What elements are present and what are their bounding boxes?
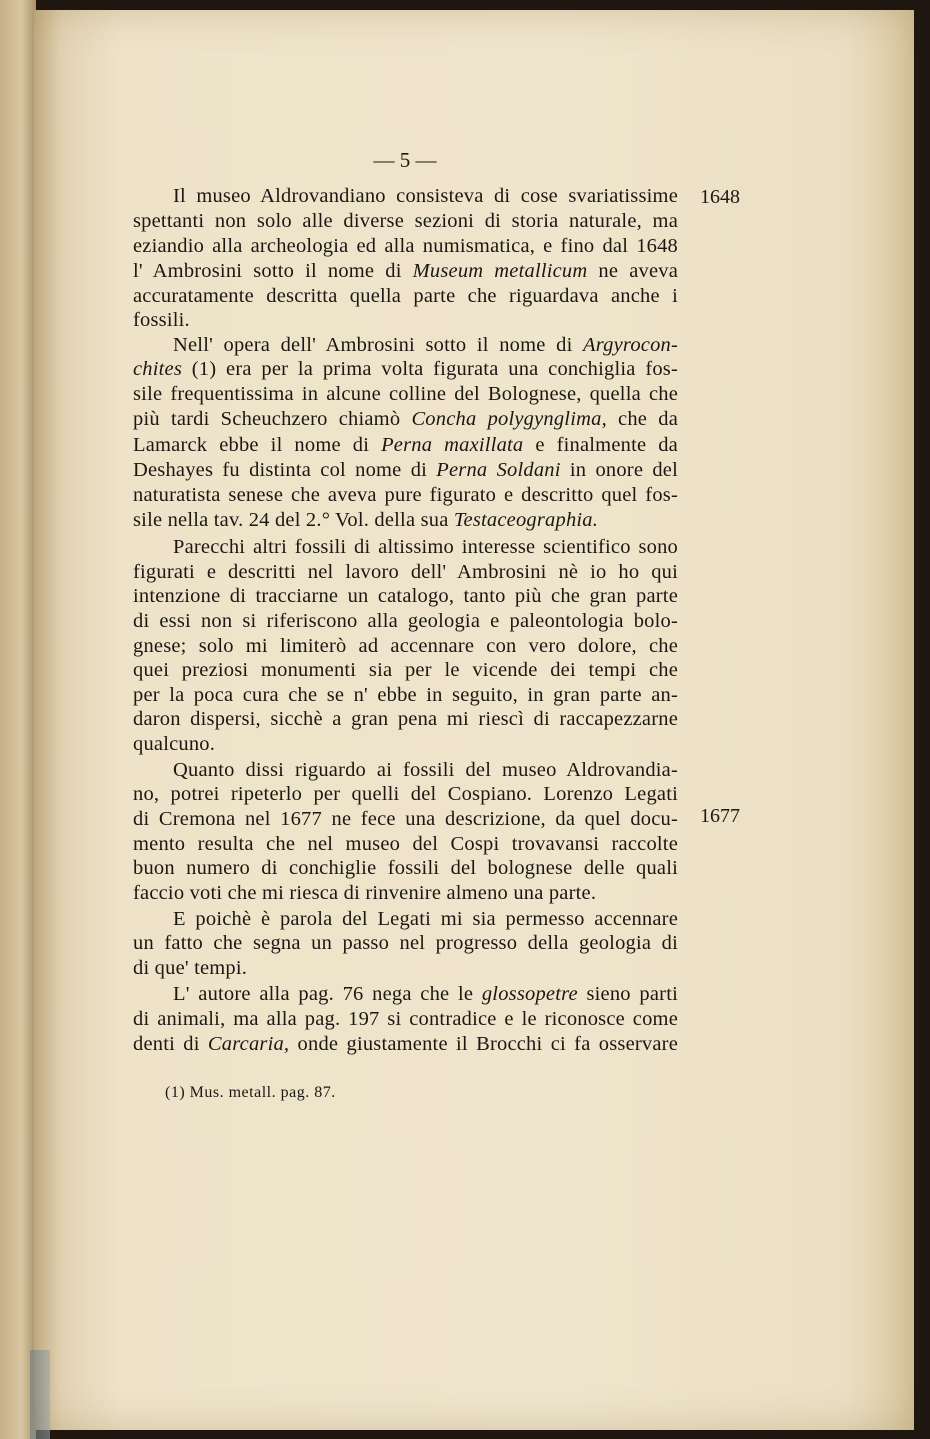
text-line bbox=[133, 1032, 678, 1056]
text-line bbox=[133, 584, 678, 608]
text-line bbox=[133, 259, 678, 283]
text-run: sile nella tav. 24 del 2.° Vol. della sua bbox=[133, 509, 454, 531]
text-run: Deshayes fu distinta col nome di bbox=[133, 459, 437, 481]
text-line bbox=[133, 284, 678, 308]
italic-term: Concha polygynglima bbox=[411, 408, 602, 430]
text-run: di animali, ma alla pag. 197 si contradice e le riconosce come bbox=[133, 1008, 678, 1030]
text-run: in onore del bbox=[560, 459, 678, 481]
text-run: figurati e descritti nel lavoro dell' Ambrosini nè io ho qui bbox=[133, 561, 678, 583]
text-run: ne aveva bbox=[587, 260, 678, 282]
text-run: gnese; solo mi limiterò ad accennare con vero dolore, che bbox=[133, 635, 678, 657]
text-run: , che da bbox=[601, 408, 678, 430]
text-run: sieno parti bbox=[577, 983, 678, 1005]
text-run: buon numero di conchiglie fossili del bolognese delle quali bbox=[133, 857, 678, 879]
text-line bbox=[133, 560, 678, 584]
text-run: no, potrei ripeterlo per quelli del Cospiano. Lorenzo Legati bbox=[133, 783, 678, 805]
text-run: naturatista senese che aveva pure figurato e descritto quel fos- bbox=[133, 484, 678, 506]
text-run: denti di bbox=[133, 1033, 208, 1055]
italic-term: Perna Soldani bbox=[436, 459, 561, 481]
text-line bbox=[133, 433, 678, 457]
text-run: daron dispersi, sicchè a gran pena mi riescì di raccapezzarne bbox=[133, 708, 678, 730]
italic-term: glossopetre bbox=[481, 983, 578, 1005]
text-run: faccio voti che mi riesca di rinvenire almeno una parte. bbox=[133, 882, 597, 904]
text-line bbox=[133, 357, 678, 381]
text-run: Quanto dissi riguardo ai fossili del museo Aldrovandia- bbox=[173, 759, 678, 781]
text-line bbox=[133, 683, 678, 707]
italic-term: Argyrocon- bbox=[583, 334, 678, 356]
text-run: L' autore alla pag. 76 nega che le bbox=[173, 983, 482, 1005]
text-run: qualcuno. bbox=[133, 733, 216, 755]
text-run: di Cremona nel 1677 ne fece una descrizione, da quel docu- bbox=[133, 808, 678, 830]
margin-note-year-1648: 1648 bbox=[700, 186, 740, 208]
text-line bbox=[133, 634, 678, 658]
text-run: mento resulta che nel museo del Cospi trovavansi raccolte bbox=[133, 833, 678, 855]
text-run: Parecchi altri fossili di altissimo interesse scientifico sono bbox=[173, 536, 678, 558]
text-run: Nell' opera dell' Ambrosini sotto il nome di bbox=[173, 334, 584, 356]
text-run: Lamarck ebbe il nome di bbox=[133, 434, 382, 456]
text-line bbox=[133, 658, 678, 682]
italic-term: Testaceographia. bbox=[453, 509, 599, 531]
text-line bbox=[133, 483, 678, 507]
text-run: di essi non si riferiscono alla geologia e paleontologia bolo- bbox=[133, 610, 678, 632]
text-line bbox=[133, 732, 678, 756]
text-line bbox=[133, 956, 678, 980]
text-line bbox=[133, 609, 678, 633]
text-line bbox=[133, 535, 678, 559]
text-run: Il museo Aldrovandiano consisteva di cose svariatissime bbox=[173, 185, 678, 207]
text-run: (1) era per la prima volta figurata una conchiglia fos- bbox=[182, 358, 678, 380]
text-line bbox=[133, 209, 678, 233]
text-line bbox=[133, 931, 678, 955]
left-page-edge bbox=[0, 0, 36, 1439]
text-line bbox=[133, 832, 678, 856]
page-number: — 5 — bbox=[373, 148, 437, 172]
text-run: più tardi Scheuchzero chiamò bbox=[133, 408, 412, 430]
text-line bbox=[133, 707, 678, 731]
binding-edge bbox=[30, 1350, 50, 1439]
text-run: quei preziosi monumenti sia per le vicende dei tempi che bbox=[133, 659, 678, 681]
text-run: per la poca cura che se n' ebbe in seguito, in gran parte an- bbox=[133, 684, 678, 706]
text-line bbox=[133, 907, 678, 931]
italic-term: chites bbox=[133, 358, 183, 380]
footnote: (1) Mus. metall. pag. 87. bbox=[165, 1084, 336, 1101]
text-line bbox=[133, 184, 678, 208]
text-run: di que' tempi. bbox=[133, 957, 248, 979]
text-line bbox=[133, 1007, 678, 1031]
text-run: E poichè è parola del Legati mi sia permesso accennare bbox=[173, 908, 678, 930]
text-run: eziandio alla archeologia ed alla numismatica, e fino dal 1648 bbox=[133, 235, 678, 257]
text-line bbox=[133, 234, 678, 258]
text-run: sile frequentissima in alcune colline del Bolognese, quella che bbox=[133, 383, 678, 405]
text-line bbox=[133, 807, 678, 831]
text-run: accuratamente descritta quella parte che riguardava anche i bbox=[133, 285, 678, 307]
text-run: spettanti non solo alle diverse sezioni di storia naturale, ma bbox=[133, 210, 678, 232]
text-run: fossili. bbox=[133, 309, 190, 331]
text-line bbox=[133, 856, 678, 880]
margin-note-year-1677: 1677 bbox=[700, 805, 740, 827]
text-run: e finalmente da bbox=[523, 434, 678, 456]
italic-term: Museum metallicum bbox=[412, 260, 588, 282]
text-line bbox=[133, 382, 678, 406]
text-line bbox=[133, 982, 678, 1006]
text-run: un fatto che segna un passo nel progresso della geologia di bbox=[133, 932, 678, 954]
italic-term: Carcaria, bbox=[207, 1033, 290, 1055]
text-line bbox=[133, 407, 678, 431]
text-line bbox=[133, 458, 678, 482]
text-line bbox=[133, 782, 678, 806]
text-line bbox=[133, 508, 678, 532]
text-run: l' Ambrosini sotto il nome di bbox=[133, 260, 413, 282]
text-line bbox=[133, 758, 678, 782]
text-run: intenzione di tracciarne un catalogo, tanto più che gran parte bbox=[133, 585, 678, 607]
text-line bbox=[133, 308, 678, 332]
italic-term: Perna maxillata bbox=[381, 434, 524, 456]
text-line bbox=[133, 881, 678, 905]
text-run: onde giustamente il Brocchi ci fa osservare bbox=[289, 1033, 678, 1055]
text-line bbox=[133, 333, 678, 357]
